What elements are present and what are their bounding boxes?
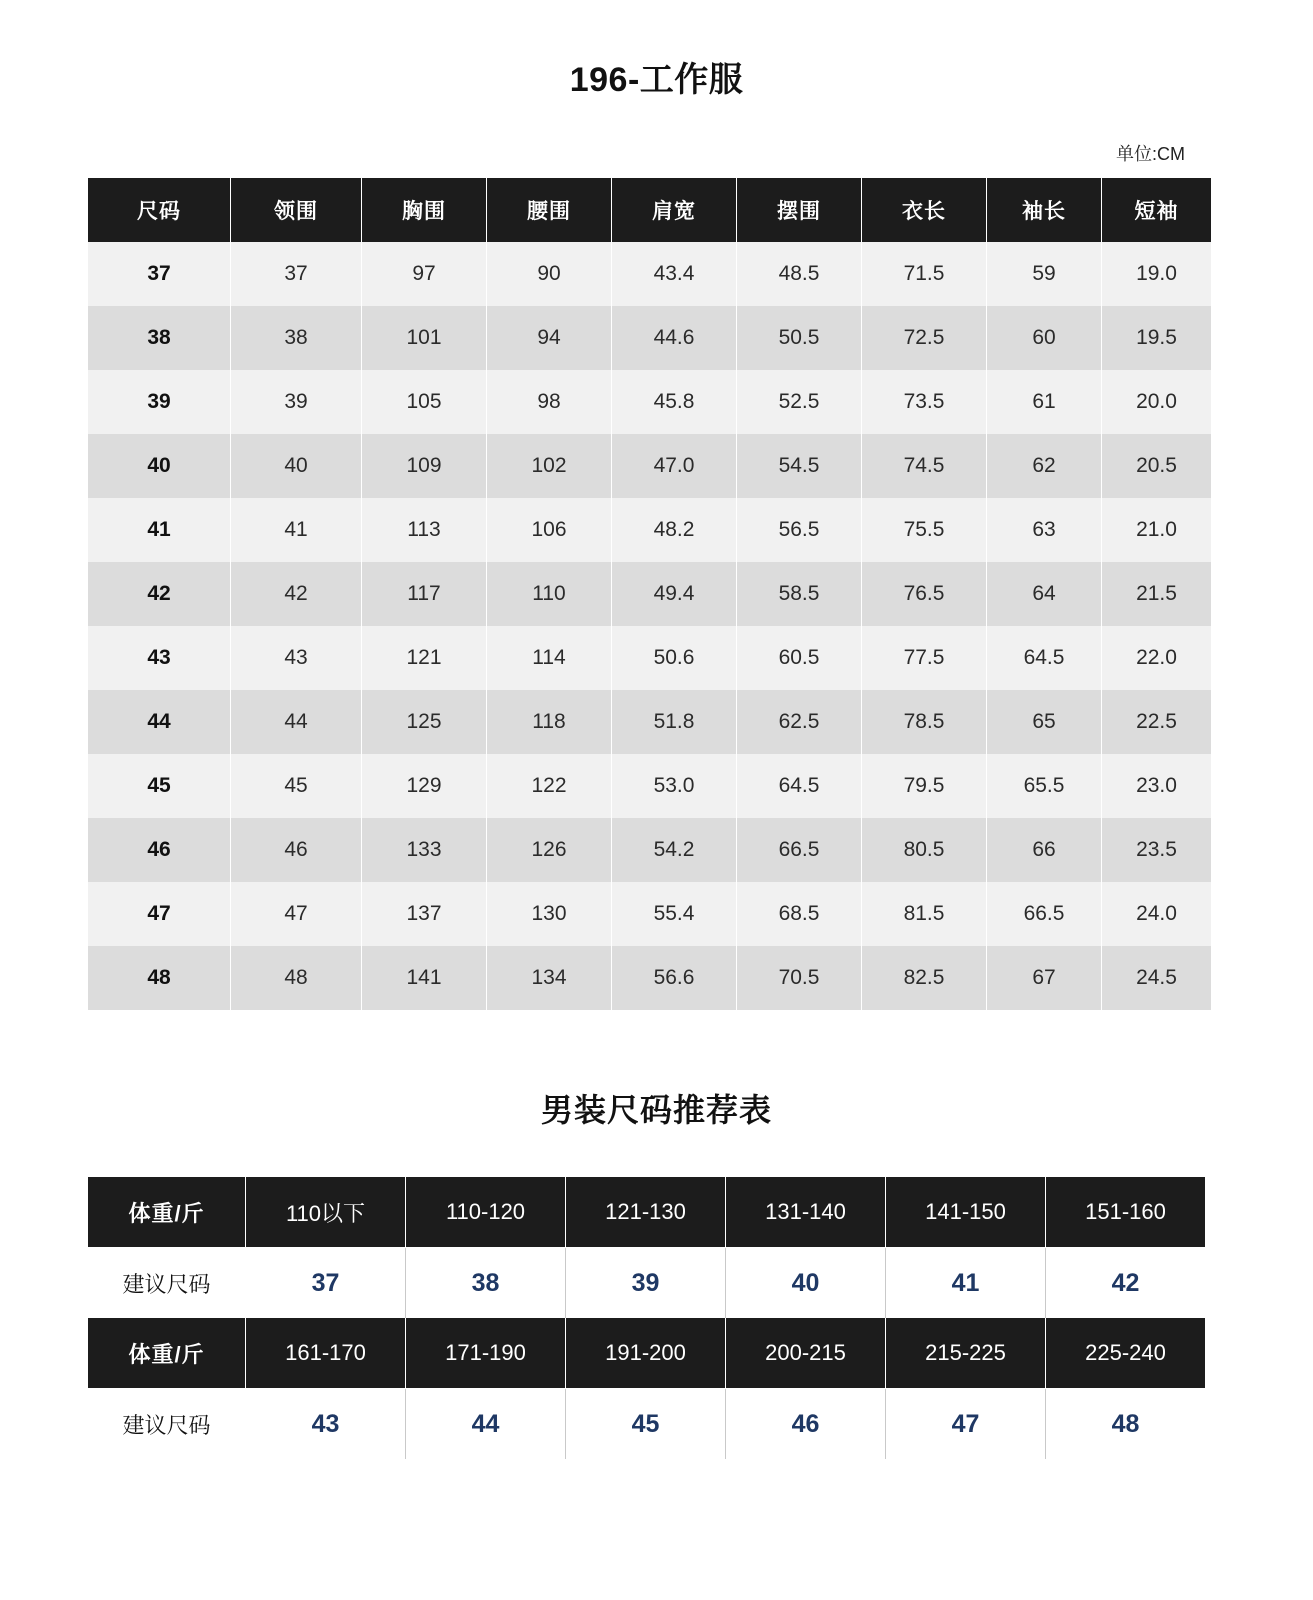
- size-cell: 48: [88, 946, 231, 1010]
- table-row: [88, 626, 1211, 690]
- size-table-header-cell: 领围: [231, 178, 362, 242]
- value-cell: 24.0: [1102, 882, 1212, 946]
- size-table-header-cell: 袖长: [987, 178, 1102, 242]
- value-cell: 50.6: [612, 626, 737, 690]
- value-cell: 98: [487, 370, 612, 434]
- value-cell: 129: [362, 754, 487, 818]
- table-row: [88, 242, 1211, 306]
- value-cell: 24.5: [1102, 946, 1212, 1010]
- weight-row-label: 体重/斤: [88, 1318, 246, 1389]
- value-cell: 122: [487, 754, 612, 818]
- recommended-size-cell: 37: [246, 1248, 406, 1319]
- recommend-table: [88, 1177, 1205, 1459]
- weight-row-label: 体重/斤: [88, 1177, 246, 1248]
- table-row: [88, 1318, 1205, 1389]
- value-cell: 56.5: [737, 498, 862, 562]
- value-cell: 44: [231, 690, 362, 754]
- value-cell: 141: [362, 946, 487, 1010]
- table-row: [88, 370, 1211, 434]
- value-cell: 47.0: [612, 434, 737, 498]
- size-cell: 45: [88, 754, 231, 818]
- weight-range-cell: 131-140: [726, 1177, 886, 1248]
- recommended-size-cell: 47: [886, 1389, 1046, 1460]
- value-cell: 37: [231, 242, 362, 306]
- weight-range-cell: 110-120: [406, 1177, 566, 1248]
- value-cell: 22.5: [1102, 690, 1212, 754]
- size-cell: 38: [88, 306, 231, 370]
- value-cell: 117: [362, 562, 487, 626]
- value-cell: 63: [987, 498, 1102, 562]
- weight-range-cell: 110以下: [246, 1177, 406, 1248]
- value-cell: 66.5: [737, 818, 862, 882]
- value-cell: 78.5: [862, 690, 987, 754]
- value-cell: 21.5: [1102, 562, 1212, 626]
- value-cell: 133: [362, 818, 487, 882]
- value-cell: 65.5: [987, 754, 1102, 818]
- recommended-size-cell: 42: [1046, 1248, 1206, 1319]
- size-cell: 37: [88, 242, 231, 306]
- table-row: [88, 882, 1211, 946]
- value-cell: 66: [987, 818, 1102, 882]
- value-cell: 64: [987, 562, 1102, 626]
- value-cell: 55.4: [612, 882, 737, 946]
- value-cell: 65: [987, 690, 1102, 754]
- value-cell: 113: [362, 498, 487, 562]
- value-cell: 39: [231, 370, 362, 434]
- recommend-table-container: [0, 1177, 1313, 1459]
- value-cell: 94: [487, 306, 612, 370]
- table-row: [88, 562, 1211, 626]
- recommended-size-cell: 41: [886, 1248, 1046, 1319]
- value-cell: 45.8: [612, 370, 737, 434]
- value-cell: 114: [487, 626, 612, 690]
- value-cell: 101: [362, 306, 487, 370]
- size-cell: 46: [88, 818, 231, 882]
- weight-range-cell: 225-240: [1046, 1318, 1206, 1389]
- value-cell: 67: [987, 946, 1102, 1010]
- value-cell: 19.0: [1102, 242, 1212, 306]
- value-cell: 22.0: [1102, 626, 1212, 690]
- size-row-label: 建议尺码: [88, 1389, 246, 1460]
- value-cell: 110: [487, 562, 612, 626]
- value-cell: 109: [362, 434, 487, 498]
- value-cell: 42: [231, 562, 362, 626]
- value-cell: 105: [362, 370, 487, 434]
- value-cell: 50.5: [737, 306, 862, 370]
- table-row: [88, 306, 1211, 370]
- value-cell: 81.5: [862, 882, 987, 946]
- size-table-head: [88, 178, 1211, 242]
- value-cell: 68.5: [737, 882, 862, 946]
- recommended-size-cell: 44: [406, 1389, 566, 1460]
- recommended-size-cell: 46: [726, 1389, 886, 1460]
- value-cell: 82.5: [862, 946, 987, 1010]
- value-cell: 64.5: [987, 626, 1102, 690]
- value-cell: 75.5: [862, 498, 987, 562]
- value-cell: 137: [362, 882, 487, 946]
- size-table-header-cell: 短袖: [1102, 178, 1212, 242]
- value-cell: 80.5: [862, 818, 987, 882]
- value-cell: 53.0: [612, 754, 737, 818]
- size-cell: 47: [88, 882, 231, 946]
- value-cell: 49.4: [612, 562, 737, 626]
- value-cell: 48.5: [737, 242, 862, 306]
- value-cell: 126: [487, 818, 612, 882]
- value-cell: 23.5: [1102, 818, 1212, 882]
- weight-range-cell: 161-170: [246, 1318, 406, 1389]
- recommended-size-cell: 45: [566, 1389, 726, 1460]
- value-cell: 62: [987, 434, 1102, 498]
- value-cell: 106: [487, 498, 612, 562]
- weight-range-cell: 215-225: [886, 1318, 1046, 1389]
- weight-range-cell: 141-150: [886, 1177, 1046, 1248]
- weight-range-cell: 171-190: [406, 1318, 566, 1389]
- table-row: [88, 434, 1211, 498]
- value-cell: 54.5: [737, 434, 862, 498]
- table-row: [88, 498, 1211, 562]
- size-cell: 44: [88, 690, 231, 754]
- value-cell: 64.5: [737, 754, 862, 818]
- value-cell: 62.5: [737, 690, 862, 754]
- size-row-label: 建议尺码: [88, 1248, 246, 1319]
- value-cell: 45: [231, 754, 362, 818]
- value-cell: 70.5: [737, 946, 862, 1010]
- value-cell: 59: [987, 242, 1102, 306]
- value-cell: 40: [231, 434, 362, 498]
- value-cell: 61: [987, 370, 1102, 434]
- value-cell: 121: [362, 626, 487, 690]
- size-cell: 40: [88, 434, 231, 498]
- table-row: [88, 754, 1211, 818]
- size-table-container: [0, 178, 1313, 1010]
- weight-range-cell: 200-215: [726, 1318, 886, 1389]
- recommended-size-cell: 40: [726, 1248, 886, 1319]
- table-row: [88, 1389, 1205, 1460]
- value-cell: 97: [362, 242, 487, 306]
- value-cell: 51.8: [612, 690, 737, 754]
- value-cell: 118: [487, 690, 612, 754]
- value-cell: 71.5: [862, 242, 987, 306]
- size-table-body: [88, 242, 1211, 1010]
- size-cell: 42: [88, 562, 231, 626]
- value-cell: 73.5: [862, 370, 987, 434]
- value-cell: 77.5: [862, 626, 987, 690]
- recommended-size-cell: 38: [406, 1248, 566, 1319]
- value-cell: 102: [487, 434, 612, 498]
- weight-range-cell: 191-200: [566, 1318, 726, 1389]
- recommended-size-cell: 43: [246, 1389, 406, 1460]
- unit-note: 单位:CM: [1116, 144, 1185, 165]
- recommend-section-title: 男装尺码推荐表: [540, 1092, 772, 1129]
- value-cell: 130: [487, 882, 612, 946]
- value-cell: 90: [487, 242, 612, 306]
- table-row: [88, 1177, 1205, 1248]
- table-row: [88, 690, 1211, 754]
- value-cell: 47: [231, 882, 362, 946]
- recommend-table-body: [88, 1177, 1205, 1459]
- size-table-header-cell: 腰围: [487, 178, 612, 242]
- value-cell: 58.5: [737, 562, 862, 626]
- value-cell: 48.2: [612, 498, 737, 562]
- value-cell: 38: [231, 306, 362, 370]
- size-table-header-cell: 摆围: [737, 178, 862, 242]
- value-cell: 21.0: [1102, 498, 1212, 562]
- size-table: [88, 178, 1211, 1010]
- value-cell: 23.0: [1102, 754, 1212, 818]
- weight-range-cell: 121-130: [566, 1177, 726, 1248]
- size-cell: 41: [88, 498, 231, 562]
- value-cell: 20.0: [1102, 370, 1212, 434]
- value-cell: 48: [231, 946, 362, 1010]
- value-cell: 72.5: [862, 306, 987, 370]
- size-table-header-cell: 尺码: [88, 178, 231, 242]
- value-cell: 76.5: [862, 562, 987, 626]
- size-table-header-row: [88, 178, 1211, 242]
- value-cell: 66.5: [987, 882, 1102, 946]
- table-row: [88, 818, 1211, 882]
- value-cell: 52.5: [737, 370, 862, 434]
- recommended-size-cell: 39: [566, 1248, 726, 1319]
- value-cell: 43.4: [612, 242, 737, 306]
- page-title: 196-工作服: [569, 61, 744, 99]
- size-table-header-cell: 衣长: [862, 178, 987, 242]
- size-cell: 43: [88, 626, 231, 690]
- size-table-header-cell: 肩宽: [612, 178, 737, 242]
- recommended-size-cell: 48: [1046, 1389, 1206, 1460]
- value-cell: 60: [987, 306, 1102, 370]
- value-cell: 19.5: [1102, 306, 1212, 370]
- value-cell: 41: [231, 498, 362, 562]
- size-table-header-cell: 胸围: [362, 178, 487, 242]
- value-cell: 44.6: [612, 306, 737, 370]
- table-row: [88, 946, 1211, 1010]
- value-cell: 20.5: [1102, 434, 1212, 498]
- value-cell: 79.5: [862, 754, 987, 818]
- value-cell: 43: [231, 626, 362, 690]
- table-row: [88, 1248, 1205, 1319]
- value-cell: 54.2: [612, 818, 737, 882]
- value-cell: 46: [231, 818, 362, 882]
- value-cell: 74.5: [862, 434, 987, 498]
- bottom-spacer: [0, 1459, 1313, 1569]
- weight-range-cell: 151-160: [1046, 1177, 1206, 1248]
- value-cell: 134: [487, 946, 612, 1010]
- value-cell: 125: [362, 690, 487, 754]
- value-cell: 56.6: [612, 946, 737, 1010]
- value-cell: 60.5: [737, 626, 862, 690]
- size-cell: 39: [88, 370, 231, 434]
